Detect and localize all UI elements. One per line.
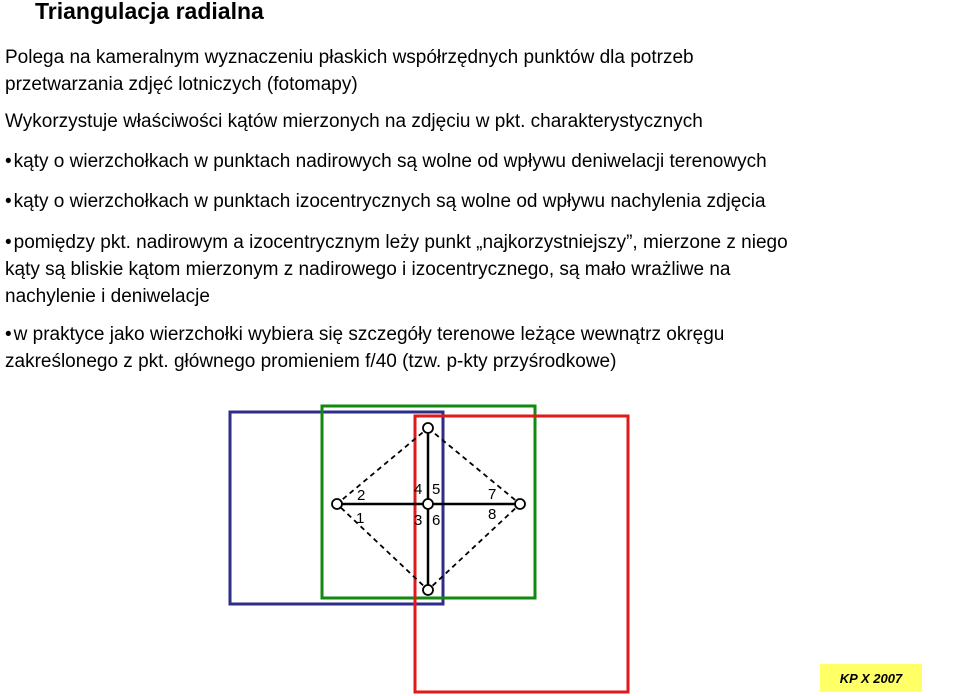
bullet-text: kąty o wierzchołkach w punktach izocentrycznych są wolne od wpływu nachylenia zdjęcia	[13, 191, 766, 212]
point-label-1: 1	[356, 510, 365, 527]
bullet-text-line-3: nachylenie i deniwelacje	[5, 286, 210, 307]
bullet-symbol: •	[5, 151, 12, 172]
intro-line-1: Polega na kameralnym wyznaczeniu płaskich współrzędnych punktów dla potrzeb	[5, 47, 694, 68]
center-point-middle	[423, 499, 433, 509]
bullet-text: w praktyce jako wierzchołki wybiera się szczegóły terenowe leżące wewnątrz okręgu	[13, 324, 725, 345]
point-label-6: 6	[432, 512, 441, 529]
center-point-right	[515, 499, 525, 509]
bullet-text: kąty o wierzchołkach w punktach nadirowych są wolne od wpływu deniwelacji terenowych	[13, 151, 767, 172]
bullet-text-line-2: zakreślonego z pkt. głównego promieniem f/40 (tzw. p-kty przyśrodkowe)	[5, 351, 617, 372]
point-label-8: 8	[488, 506, 497, 523]
point-label-5: 5	[432, 481, 441, 498]
photo-frame-red	[415, 416, 628, 692]
bullet-symbol: •	[5, 191, 12, 212]
point-label-2: 2	[357, 487, 366, 504]
page-title: Triangulacja radialna	[35, 0, 264, 24]
bullet-symbol: •	[5, 324, 12, 345]
bullet-text: pomiędzy pkt. nadirowym a izocentrycznym leży punkt „najkorzystniejszy”, mierzone z niego	[13, 232, 788, 253]
bullet-text-line-2: kąty są bliskie kątom mierzonym z nadirowego i izocentrycznego, są mało wrażliwe na	[5, 259, 731, 280]
point-label-3: 3	[414, 512, 423, 529]
usage-paragraph: Wykorzystuje właściwości kątów mierzonych na zdjęciu w pkt. charakterystycznych	[5, 111, 703, 132]
intro-line-2: przetwarzania zdjęć lotniczych (fotomapy)	[5, 74, 358, 95]
point-label-7: 7	[488, 486, 497, 503]
point-label-4: 4	[414, 481, 423, 498]
center-point-bottom	[423, 585, 433, 595]
bullet-symbol: •	[5, 232, 12, 253]
footer-badge: KP X 2007	[820, 664, 922, 692]
center-point-left	[332, 499, 342, 509]
center-point-top	[423, 423, 433, 433]
